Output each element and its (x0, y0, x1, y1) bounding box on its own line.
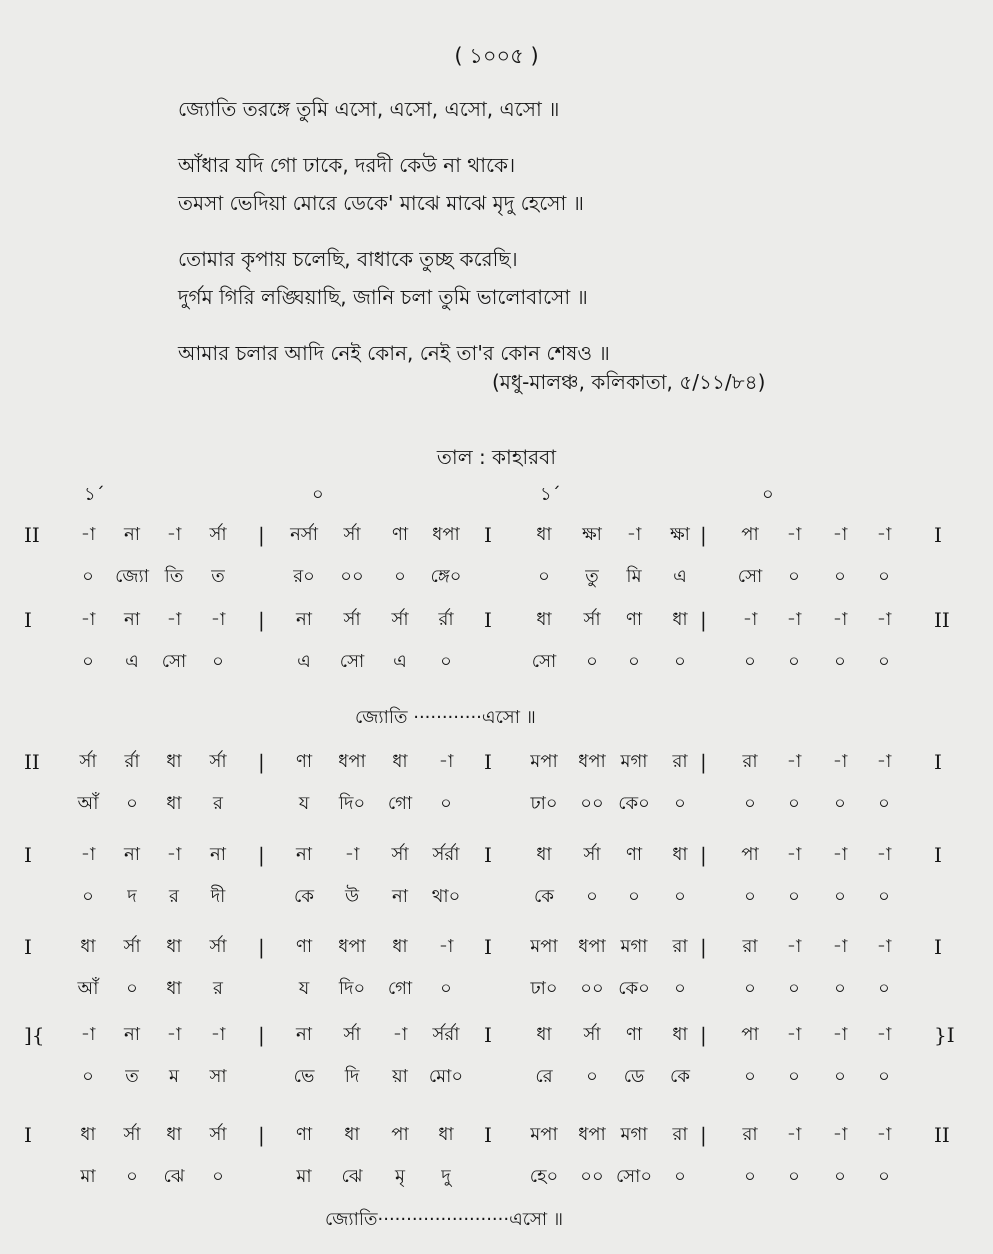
lyric-syllable-row (0, 645, 993, 679)
lyric-syllable: ০ (440, 978, 452, 999)
lyric-syllable: ০ (744, 1166, 756, 1187)
lyric-syllable: ০ (834, 793, 846, 814)
swar-note: রা (742, 936, 758, 957)
lyric-syllable: ০ (126, 978, 138, 999)
swar-note: -া (786, 936, 802, 957)
swar-note: না (124, 609, 140, 630)
lyric-syllable: ০ (440, 793, 452, 814)
swar-note: -া (786, 751, 802, 772)
lyric-syllable: দি০ (338, 978, 366, 999)
beat-separator: | (258, 843, 265, 867)
swar-note: -া (786, 609, 802, 630)
swar-note: র্সা (209, 524, 227, 545)
swar-note: ণা (625, 1024, 643, 1045)
lyric-syllable-row (0, 1060, 993, 1094)
lyric-syllable: ০ (538, 566, 550, 587)
lyric-syllable: ঢা০ (530, 978, 558, 999)
lyric-syllable: কে (294, 886, 314, 907)
swar-note: -া (344, 844, 360, 865)
swar-note: রা (742, 751, 758, 772)
lyric-syllable: মা (80, 1166, 96, 1187)
swar-note: র্সর্রা (432, 844, 460, 865)
lyric-syllable-row (0, 787, 993, 821)
lyric-syllable: তি (164, 566, 184, 587)
swar-note: র্সা (583, 844, 601, 865)
swar-note: ণা (295, 1124, 313, 1145)
bar-line-end: II (934, 608, 950, 632)
lyric-syllable: ০ (878, 566, 890, 587)
swar-note: -া (166, 524, 182, 545)
beat-separator: | (258, 935, 265, 959)
swar-note: র্সা (391, 609, 409, 630)
swar-note: না (296, 1024, 312, 1045)
swar-row (0, 1118, 993, 1152)
lyric-syllable: ০০ (580, 978, 604, 999)
swar-note: -া (786, 1024, 802, 1045)
swar-note: ধা (438, 1124, 454, 1145)
lyric-syllable: ০ (674, 1166, 686, 1187)
swar-note: র্সা (343, 524, 361, 545)
swar-note: ধপা (578, 1124, 606, 1145)
swar-row (0, 518, 993, 552)
lyric-syllable: ০ (788, 978, 800, 999)
swar-note: -া (832, 936, 848, 957)
lyric-syllable: হে০ (529, 1166, 559, 1187)
swar-note: ধা (672, 1024, 688, 1045)
lyric-syllable: দি (344, 1066, 360, 1087)
swar-note: র্সা (79, 751, 97, 772)
lyric-syllable: ০ (788, 886, 800, 907)
lyric-syllable: ঙ্গে০ (430, 566, 462, 587)
lyric-syllable: সো (339, 651, 365, 672)
lyric-syllable: ০ (586, 651, 598, 672)
swar-note: রা (742, 1124, 758, 1145)
swar-note: -া (80, 1024, 96, 1045)
lyric-syllable: ০০ (580, 1166, 604, 1187)
bar-line-mid: I (484, 843, 492, 867)
beat-separator: | (700, 935, 707, 959)
swar-row (0, 745, 993, 779)
lyric-syllable: সো (531, 651, 557, 672)
beat-separator: | (258, 523, 265, 547)
swar-note: নর্সা (290, 524, 318, 545)
bar-line-end: I (934, 935, 942, 959)
lyric-syllable: ০ (834, 1166, 846, 1187)
beat-separator: | (258, 1123, 265, 1147)
lyric-syllable: ০০ (580, 793, 604, 814)
lyric-syllable: র (169, 886, 179, 907)
lyric-syllable: ০ (878, 1066, 890, 1087)
lyric-syllable: দু (441, 1166, 451, 1187)
swar-note: ণা (391, 524, 409, 545)
swar-note: -া (876, 844, 892, 865)
lyric-syllable: ০ (126, 793, 138, 814)
swar-note: -া (786, 1124, 802, 1145)
lyric-syllable: মো০ (428, 1066, 464, 1087)
bar-line-start: II (24, 750, 40, 774)
swar-note: -া (210, 1024, 226, 1045)
swar-note: না (296, 609, 312, 630)
swar-note: ধা (80, 1124, 96, 1145)
swar-note: র্সা (583, 609, 601, 630)
swar-note: ণা (625, 609, 643, 630)
lyric-syllable: ০ (674, 978, 686, 999)
swar-note: ক্ষা (582, 524, 602, 545)
swar-note: -া (166, 844, 182, 865)
swar-note: না (124, 524, 140, 545)
lyric-syllable: ০ (586, 1066, 598, 1087)
swar-note: ধা (392, 751, 408, 772)
lyric-syllable: ০ (788, 1166, 800, 1187)
beat-separator: | (700, 843, 707, 867)
lyric-syllable: ০ (744, 1066, 756, 1087)
lyric-syllable: ঝে (341, 1166, 363, 1187)
beat-separator: | (258, 750, 265, 774)
lyric-syllable-row (0, 1160, 993, 1194)
lyric-syllable: ০ (878, 1166, 890, 1187)
swar-note: র্সা (209, 936, 227, 957)
swar-note: -া (166, 609, 182, 630)
swar-note: -া (80, 844, 96, 865)
page-number: ( ১০০৫ ) (454, 44, 539, 68)
swar-note: না (124, 844, 140, 865)
swar-note: ধা (344, 1124, 360, 1145)
lyric-syllable: ০ (788, 651, 800, 672)
lyric-syllable: ০ (834, 566, 846, 587)
swar-note: ণা (625, 844, 643, 865)
swar-note: মগা (620, 1124, 648, 1145)
swar-note: -া (438, 936, 454, 957)
lyric-syllable: ধা (166, 978, 182, 999)
lyric-syllable: ০ (744, 651, 756, 672)
lyric-syllable: য (298, 793, 310, 814)
lyric-syllable: ম (169, 1066, 179, 1087)
swar-note: -া (80, 609, 96, 630)
swar-note: -া (832, 1024, 848, 1045)
lyric-syllable: ০ (744, 793, 756, 814)
lyric-syllable: ০ (878, 793, 890, 814)
lyric-syllable: মা (296, 1166, 312, 1187)
swar-note: র্সা (209, 751, 227, 772)
lyric-syllable: আঁ (77, 978, 99, 999)
lyric-syllable: এ (125, 651, 139, 672)
swar-note: পা (391, 1124, 409, 1145)
beat-separator: | (258, 608, 265, 632)
lyric-syllable: ডে (623, 1066, 645, 1087)
lyric-syllable: সো (161, 651, 187, 672)
swar-note: ধা (672, 844, 688, 865)
lyric-syllable: র০ (293, 566, 315, 587)
swar-note: ধা (166, 1124, 182, 1145)
swar-note: রা (672, 936, 688, 957)
bar-line-mid: I (484, 935, 492, 959)
lyric-syllable: এ (673, 566, 687, 587)
swar-row (0, 838, 993, 872)
bar-line-end: II (934, 1123, 950, 1147)
lyric-line: আমার চলার আদি নেই কোন, নেই তা'র কোন শেষও ॥ (178, 341, 610, 365)
swar-note: র্সা (343, 1024, 361, 1045)
stanza-2 (178, 146, 610, 222)
beat-separator: | (700, 750, 707, 774)
refrain-marker: জ্যোতি·······················এসো ॥ (325, 1209, 564, 1230)
stanza-4 (178, 334, 610, 372)
bar-line-mid: I (484, 608, 492, 632)
lyric-syllable: থা০ (431, 886, 461, 907)
swar-note: না (210, 844, 226, 865)
swar-note: -া (832, 751, 848, 772)
lyric-syllable: ০০ (340, 566, 364, 587)
lyric-syllable: ০ (82, 651, 94, 672)
lyric-syllable: ০ (212, 651, 224, 672)
swar-note: না (296, 844, 312, 865)
swar-note: র্সা (391, 844, 409, 865)
swar-note: -া (786, 844, 802, 865)
lyric-syllable: ত (211, 566, 225, 587)
lyric-syllable: এ (393, 651, 407, 672)
bar-line-end: I (934, 843, 942, 867)
swar-note: -া (876, 1024, 892, 1045)
lyric-syllable: গো (387, 978, 413, 999)
swar-note: ধা (166, 751, 182, 772)
swar-note: ধা (80, 936, 96, 957)
lyric-syllable: র (213, 793, 223, 814)
swar-note: ধপা (432, 524, 460, 545)
bar-line-mid: I (484, 523, 492, 547)
bar-line-start: I (24, 843, 32, 867)
swar-note: -া (166, 1024, 182, 1045)
swar-note: -া (626, 524, 642, 545)
lyric-line: আঁধার যদি গো ঢাকে, দরদী কেউ না থাকে। (178, 153, 516, 177)
lyric-syllable: য (298, 978, 310, 999)
lyric-syllable: ০ (628, 886, 640, 907)
lyric-syllable: ত (125, 1066, 139, 1087)
lyric-syllable: কে (670, 1066, 690, 1087)
swar-note: পা (741, 1024, 759, 1045)
swar-note: ধা (536, 524, 552, 545)
swar-note: ণা (295, 936, 313, 957)
lyric-syllable: ০ (394, 566, 406, 587)
lyric-syllable: কে০ (618, 793, 650, 814)
stanza-1 (178, 90, 610, 128)
swar-note: -া (876, 524, 892, 545)
bar-line-mid: I (484, 750, 492, 774)
lyric-syllable: ০ (674, 793, 686, 814)
lyric-line: তোমার কৃপায় চলেছি, বাধাকে তুচ্ছ করেছি। (178, 247, 518, 271)
beat-separator: | (700, 1023, 707, 1047)
swar-note: -া (876, 936, 892, 957)
lyric-syllable: তু (585, 566, 599, 587)
swar-note: ণা (295, 751, 313, 772)
swar-note: পা (741, 524, 759, 545)
song-lyrics (178, 90, 610, 390)
beat-mark: ০ (762, 484, 774, 505)
swar-note: ধপা (578, 936, 606, 957)
swar-note: রা (672, 1124, 688, 1145)
lyric-syllable-row (0, 972, 993, 1006)
lyric-syllable: ০ (82, 566, 94, 587)
lyric-syllable: ০ (744, 886, 756, 907)
lyric-syllable: জ্যো (115, 566, 149, 587)
swar-note: -া (786, 524, 802, 545)
lyric-syllable: ০ (788, 1066, 800, 1087)
refrain-marker: জ্যোতি ············এসো ॥ (355, 707, 536, 728)
lyric-syllable: ০ (586, 886, 598, 907)
swar-note: ধপা (578, 751, 606, 772)
swar-note: -া (210, 609, 226, 630)
swar-note: মপা (530, 751, 558, 772)
swar-note: রা (672, 751, 688, 772)
lyric-syllable: ০ (440, 651, 452, 672)
stanza-3 (178, 240, 610, 316)
lyric-syllable: মৃ (395, 1166, 405, 1187)
lyric-line: তমসা ভেদিয়া মোরে ডেকে' মাঝে মাঝে মৃদু হেসো ॥ (178, 191, 584, 215)
lyric-syllable: ০ (674, 651, 686, 672)
lyric-syllable: কে (534, 886, 554, 907)
swar-note: ধা (536, 609, 552, 630)
bar-line-mid: I (484, 1123, 492, 1147)
swar-note: -া (876, 1124, 892, 1145)
lyric-syllable: কে০ (618, 978, 650, 999)
lyric-syllable: য়া (392, 1066, 408, 1087)
lyric-syllable: ঢা০ (530, 793, 558, 814)
swar-note: -া (438, 751, 454, 772)
lyric-syllable: উ (344, 886, 360, 907)
swar-note: মপা (530, 936, 558, 957)
swar-note: পা (741, 844, 759, 865)
swar-note: -া (832, 609, 848, 630)
bar-line-start: II (24, 523, 40, 547)
lyric-syllable: সা (209, 1066, 227, 1087)
lyric-syllable: মি (626, 566, 642, 587)
bar-line-mid: I (484, 1023, 492, 1047)
swar-note: -া (876, 751, 892, 772)
beat-separator: | (700, 523, 707, 547)
swar-note: র্সা (343, 609, 361, 630)
swar-note: র্রা (438, 609, 454, 630)
swar-note: র্সা (123, 1124, 141, 1145)
swar-note: ধা (672, 609, 688, 630)
beat-separator: | (700, 608, 707, 632)
lyric-syllable: ০ (126, 1166, 138, 1187)
swar-note: -া (742, 609, 758, 630)
lyric-syllable: আঁ (77, 793, 99, 814)
lyric-syllable: ০ (834, 651, 846, 672)
swar-note: মপা (530, 1124, 558, 1145)
lyric-syllable: দী (210, 886, 226, 907)
lyric-syllable-row (0, 880, 993, 914)
swar-note: র্সর্রা (432, 1024, 460, 1045)
bar-line-end: I (934, 523, 942, 547)
swar-note: ধা (166, 936, 182, 957)
swar-row (0, 1018, 993, 1052)
lyric-syllable: গো (387, 793, 413, 814)
bar-line-start: I (24, 935, 32, 959)
swar-note: না (124, 1024, 140, 1045)
swar-note: ধপা (338, 936, 366, 957)
lyric-syllable: না (392, 886, 408, 907)
lyric-syllable: দ (127, 886, 137, 907)
lyric-syllable: ০ (82, 886, 94, 907)
swar-note: র্সা (123, 936, 141, 957)
lyric-syllable: ধা (166, 793, 182, 814)
swar-note: মগা (620, 751, 648, 772)
swar-row (0, 930, 993, 964)
beat-mark: ১´ (84, 484, 105, 505)
swar-note: -া (832, 1124, 848, 1145)
bar-line-start: ]{ (24, 1023, 45, 1047)
lyric-syllable: ০ (628, 651, 640, 672)
lyric-syllable: র (213, 978, 223, 999)
lyric-syllable: দি০ (338, 793, 366, 814)
lyric-syllable: ০ (878, 886, 890, 907)
lyric-syllable: ০ (212, 1166, 224, 1187)
swar-row (0, 603, 993, 637)
swar-note: ধা (536, 844, 552, 865)
lyric-syllable: ০ (82, 1066, 94, 1087)
swar-note: -া (80, 524, 96, 545)
beat-separator: | (700, 1123, 707, 1147)
lyric-line: জ্যোতি তরঙ্গে তুমি এসো, এসো, এসো, এসো ॥ (178, 97, 560, 121)
bar-line-end: }I (934, 1023, 955, 1047)
swar-note: -া (832, 524, 848, 545)
swar-note: ধা (536, 1024, 552, 1045)
lyric-syllable: ০ (834, 1066, 846, 1087)
bar-line-start: I (24, 608, 32, 632)
lyric-syllable: ঝে (163, 1166, 185, 1187)
lyric-line: দুর্গম গিরি লঙ্ঘিয়াছি, জানি চলা তুমি ভালোবাসো ॥ (178, 285, 588, 309)
swar-note: -া (832, 844, 848, 865)
swar-note: ক্ষা (670, 524, 690, 545)
bar-line-start: I (24, 1123, 32, 1147)
lyric-syllable: ০ (878, 978, 890, 999)
swar-note: -া (876, 609, 892, 630)
swar-note: র্সা (583, 1024, 601, 1045)
lyric-syllable: ০ (834, 886, 846, 907)
swar-note: ধপা (338, 751, 366, 772)
lyric-syllable: ০ (788, 566, 800, 587)
swar-note: ধা (392, 936, 408, 957)
lyric-syllable: সো০ (615, 1166, 653, 1187)
beat-mark: ১´ (540, 484, 561, 505)
source-citation: (মধু-মালঞ্চ, কলিকাতা, ৫/১১/৮৪) (492, 370, 766, 394)
lyric-syllable: ভে (293, 1066, 315, 1087)
lyric-syllable: এ (297, 651, 311, 672)
lyric-syllable: সো (737, 566, 763, 587)
swar-note: -া (392, 1024, 408, 1045)
lyric-syllable: ০ (788, 793, 800, 814)
swar-note: মগা (620, 936, 648, 957)
lyric-syllable: ০ (674, 886, 686, 907)
bar-line-end: I (934, 750, 942, 774)
swar-note: র্সা (209, 1124, 227, 1145)
taal-heading: তাল : কাহারবা (436, 445, 557, 469)
lyric-syllable: ০ (744, 978, 756, 999)
lyric-syllable-row (0, 560, 993, 594)
lyric-syllable: ০ (834, 978, 846, 999)
lyric-syllable: ০ (878, 651, 890, 672)
lyric-syllable: রে (535, 1066, 553, 1087)
beat-mark: ০ (312, 484, 324, 505)
beat-separator: | (258, 1023, 265, 1047)
swar-note: র্রা (124, 751, 140, 772)
